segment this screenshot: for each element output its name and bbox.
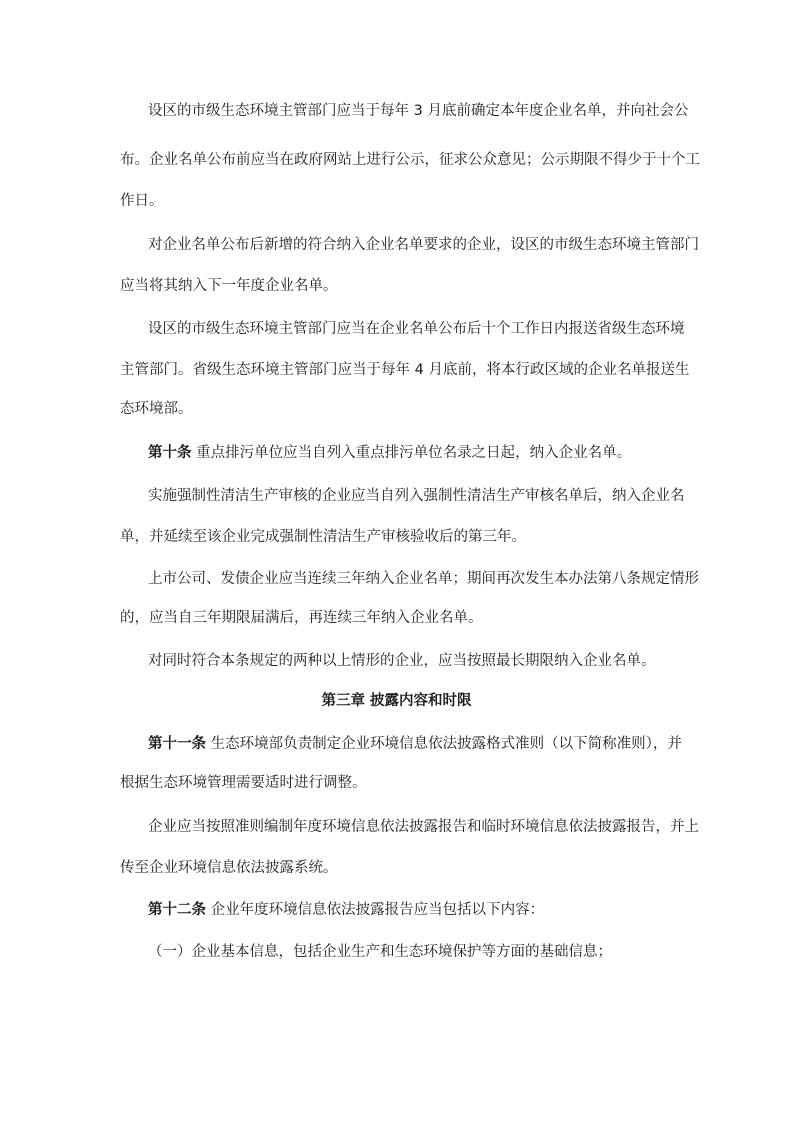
paragraph-line: 单，并延续至该企业完成强制性清洁生产审核验收后的第三年。 [120, 529, 526, 545]
article-number: 第十一条 [148, 736, 206, 752]
article-number: 第十条 [148, 445, 192, 461]
paragraph-line: 对同时符合本条规定的两种以上情形的企业，应当按照最长期限纳入企业名单。 [148, 653, 656, 669]
paragraph-line: 根据生态环境管理需要适时进行调整。 [120, 775, 367, 791]
paragraph-line: 企业应当按照准则编制年度环境信息依法披露报告和临时环境信息依法披露报告，并上 [148, 819, 699, 835]
paragraph-line: 应当将其纳入下一年度企业名单。 [120, 278, 338, 294]
article-12-line [148, 900, 544, 920]
paragraph-line: 的，应当自三年期限届满后，再连续三年纳入企业名单。 [120, 610, 483, 626]
paragraph-line: 实施强制性清洁生产审核的企业应当自列入强制性清洁生产审核名单后，纳入企业名 [148, 488, 685, 504]
article-11-line [148, 734, 682, 754]
paragraph-line: 设区的市级生态环境主管部门应当在企业名单公布后十个工作日内报送省级生态环境 [148, 321, 685, 337]
paragraph-line: 布。企业名单公布前应当在政府网站上进行公示，征求公众意见；公示期限不得少于十个工 [120, 152, 700, 168]
article-text: 生态环境部负责制定企业环境信息依法披露格式准则（以下简称准则），并 [210, 736, 682, 752]
paragraph-line: 态环境部。 [120, 401, 193, 417]
paragraph-line: 传至企业环境信息依法披露系统。 [120, 860, 338, 876]
chapter-heading: 第三章 披露内容和时限 [321, 693, 472, 709]
paragraph-line: 主管部门。省级生态环境主管部门应当于每年 4 月底前，将本行政区域的企业名单报送生 [120, 362, 690, 378]
paragraph-line: 设区的市级生态环境主管部门应当于每年 3 月底前确定本年度企业名单，并向社会公 [148, 103, 689, 119]
paragraph-line: 上市公司、发债企业应当连续三年纳入企业名单；期间再次发生本办法第八条规定情形 [148, 571, 699, 587]
paragraph-line: 作日。 [120, 193, 164, 209]
article-text: 重点排污单位应当自列入重点排污单位名录之日起，纳入企业名单。 [196, 445, 632, 461]
article-number: 第十二条 [148, 902, 206, 918]
article-text: 企业年度环境信息依法披露报告应当包括以下内容： [210, 902, 545, 918]
list-item: （一）企业基本信息，包括企业生产和生态环境保护等方面的基础信息； [148, 944, 612, 960]
article-10-line [148, 443, 631, 463]
paragraph-line: 对企业名单公布后新增的符合纳入企业名单要求的企业，设区的市级生态环境主管部门 [148, 237, 699, 253]
